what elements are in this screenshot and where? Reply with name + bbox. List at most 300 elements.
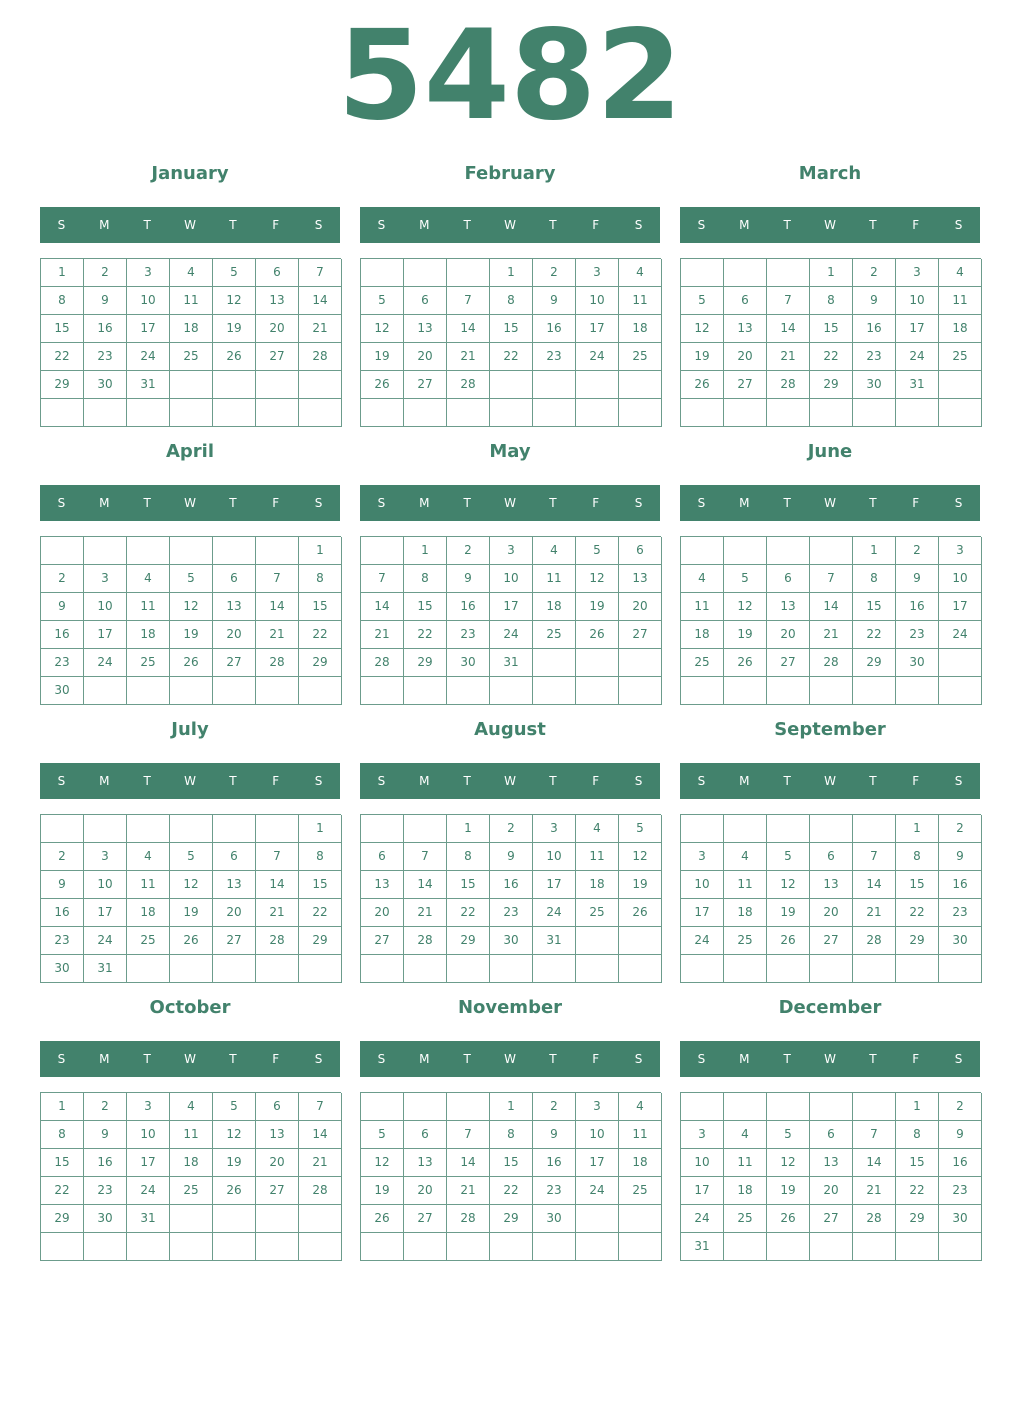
day-cell: 15: [299, 593, 342, 621]
empty-day-cell: [127, 955, 170, 983]
day-cell: 22: [896, 1177, 939, 1205]
empty-day-cell: [84, 399, 127, 427]
day-cell: 31: [490, 649, 533, 677]
day-cell: 2: [533, 259, 576, 287]
day-cell: 11: [576, 843, 619, 871]
day-cell: 21: [767, 343, 810, 371]
empty-day-cell: [724, 259, 767, 287]
empty-day-cell: [170, 371, 213, 399]
weekday-label: M: [419, 774, 430, 788]
day-cell: 5: [361, 287, 404, 315]
empty-day-cell: [767, 537, 810, 565]
day-cell: 16: [84, 1149, 127, 1177]
day-cell: 3: [490, 537, 533, 565]
empty-day-cell: [576, 927, 619, 955]
empty-day-cell: [939, 677, 982, 705]
weekday-label: F: [272, 218, 280, 232]
day-cell: 12: [576, 565, 619, 593]
day-cell: 4: [127, 565, 170, 593]
empty-day-cell: [939, 371, 982, 399]
day-cell: 15: [490, 315, 533, 343]
day-cell: 14: [447, 1149, 490, 1177]
empty-day-cell: [767, 815, 810, 843]
empty-day-cell: [299, 677, 342, 705]
empty-day-cell: [724, 537, 767, 565]
day-cell: 13: [724, 315, 767, 343]
day-cell: 25: [170, 343, 213, 371]
weekday-label: T: [549, 1052, 557, 1066]
day-cell: 7: [447, 1121, 490, 1149]
day-cell: 20: [213, 621, 256, 649]
weekday-header: [360, 763, 660, 799]
day-cell: 21: [299, 1149, 342, 1177]
day-cell: 11: [619, 287, 662, 315]
day-cell: 6: [767, 565, 810, 593]
day-cell: 9: [41, 593, 84, 621]
empty-day-cell: [170, 537, 213, 565]
day-cell: 29: [810, 371, 853, 399]
day-cell: 21: [810, 621, 853, 649]
empty-day-cell: [299, 399, 342, 427]
empty-day-cell: [256, 399, 299, 427]
day-cell: 27: [404, 371, 447, 399]
weekday-label: S: [314, 774, 323, 788]
day-cell: 26: [213, 343, 256, 371]
weekday-label: F: [592, 1052, 600, 1066]
day-cell: 11: [724, 1149, 767, 1177]
empty-day-cell: [681, 815, 724, 843]
empty-day-cell: [576, 649, 619, 677]
empty-day-cell: [127, 677, 170, 705]
day-cell: 18: [619, 315, 662, 343]
day-cell: 24: [896, 343, 939, 371]
day-cell: 12: [213, 1121, 256, 1149]
empty-day-cell: [681, 259, 724, 287]
weekday-label: S: [634, 1052, 643, 1066]
empty-day-cell: [41, 1233, 84, 1261]
day-cell: 16: [939, 871, 982, 899]
day-cell: 10: [896, 287, 939, 315]
day-cell: 28: [404, 927, 447, 955]
month-name: January: [151, 163, 229, 184]
day-cell: 14: [299, 1121, 342, 1149]
day-cell: 21: [447, 343, 490, 371]
day-cell: 17: [681, 899, 724, 927]
day-cell: 24: [84, 649, 127, 677]
weekday-label: S: [314, 1052, 323, 1066]
day-cell: 30: [84, 371, 127, 399]
day-grid: [360, 536, 661, 705]
day-cell: 26: [170, 927, 213, 955]
day-cell: 1: [41, 259, 84, 287]
empty-day-cell: [853, 677, 896, 705]
weekday-label: M: [99, 774, 110, 788]
day-cell: 12: [361, 1149, 404, 1177]
day-cell: 14: [767, 315, 810, 343]
day-cell: 1: [490, 259, 533, 287]
weekday-label: M: [739, 1052, 750, 1066]
day-cell: 15: [41, 315, 84, 343]
day-cell: 8: [490, 1121, 533, 1149]
day-cell: 14: [256, 593, 299, 621]
day-grid: [680, 814, 981, 983]
day-cell: 6: [404, 1121, 447, 1149]
day-cell: 31: [681, 1233, 724, 1261]
day-cell: 20: [256, 1149, 299, 1177]
day-cell: 27: [361, 927, 404, 955]
day-cell: 12: [767, 1149, 810, 1177]
weekday-label: T: [463, 218, 471, 232]
weekday-header: [680, 763, 980, 799]
day-cell: 29: [299, 927, 342, 955]
day-cell: 24: [681, 1205, 724, 1233]
day-cell: 26: [619, 899, 662, 927]
day-cell: 10: [490, 565, 533, 593]
day-cell: 13: [213, 593, 256, 621]
day-cell: 14: [810, 593, 853, 621]
day-cell: 6: [810, 1121, 853, 1149]
empty-day-cell: [447, 259, 490, 287]
empty-day-cell: [533, 399, 576, 427]
empty-day-cell: [404, 1093, 447, 1121]
day-cell: 17: [84, 899, 127, 927]
day-cell: 15: [896, 1149, 939, 1177]
day-cell: 13: [256, 1121, 299, 1149]
empty-day-cell: [170, 1233, 213, 1261]
day-cell: 24: [127, 343, 170, 371]
day-cell: 14: [853, 871, 896, 899]
weekday-label: F: [272, 774, 280, 788]
month-name: September: [774, 719, 886, 740]
day-cell: 27: [724, 371, 767, 399]
weekday-label: T: [143, 496, 151, 510]
month-name: June: [807, 441, 853, 462]
empty-day-cell: [404, 955, 447, 983]
empty-day-cell: [256, 537, 299, 565]
empty-day-cell: [576, 1233, 619, 1261]
weekday-label: W: [504, 496, 516, 510]
empty-day-cell: [681, 677, 724, 705]
day-cell: 22: [41, 1177, 84, 1205]
empty-day-cell: [299, 955, 342, 983]
day-cell: 1: [447, 815, 490, 843]
day-cell: 4: [724, 843, 767, 871]
day-cell: 10: [681, 1149, 724, 1177]
day-cell: 23: [84, 343, 127, 371]
weekday-label: M: [739, 496, 750, 510]
weekday-label: S: [697, 774, 706, 788]
day-cell: 29: [447, 927, 490, 955]
day-cell: 24: [939, 621, 982, 649]
day-cell: 4: [170, 259, 213, 287]
weekday-label: S: [57, 1052, 66, 1066]
day-cell: 29: [41, 1205, 84, 1233]
weekday-label: S: [954, 774, 963, 788]
day-cell: 1: [404, 537, 447, 565]
empty-day-cell: [853, 1233, 896, 1261]
day-cell: 20: [724, 343, 767, 371]
empty-day-cell: [213, 371, 256, 399]
weekday-label: S: [57, 218, 66, 232]
day-cell: 23: [84, 1177, 127, 1205]
empty-day-cell: [84, 815, 127, 843]
empty-day-cell: [724, 677, 767, 705]
weekday-label: F: [592, 496, 600, 510]
day-cell: 10: [84, 871, 127, 899]
empty-day-cell: [767, 399, 810, 427]
weekday-label: T: [143, 218, 151, 232]
empty-day-cell: [490, 677, 533, 705]
day-cell: 22: [490, 343, 533, 371]
empty-day-cell: [619, 677, 662, 705]
empty-day-cell: [576, 399, 619, 427]
weekday-label: M: [419, 218, 430, 232]
day-cell: 25: [724, 927, 767, 955]
day-cell: 4: [533, 537, 576, 565]
day-cell: 5: [576, 537, 619, 565]
empty-day-cell: [84, 1233, 127, 1261]
day-cell: 6: [619, 537, 662, 565]
day-cell: 12: [213, 287, 256, 315]
weekday-label: T: [463, 1052, 471, 1066]
day-cell: 7: [447, 287, 490, 315]
day-cell: 15: [810, 315, 853, 343]
weekday-label: S: [314, 218, 323, 232]
weekday-label: S: [634, 774, 643, 788]
day-cell: 3: [84, 565, 127, 593]
weekday-label: S: [57, 774, 66, 788]
day-cell: 3: [127, 1093, 170, 1121]
day-cell: 2: [853, 259, 896, 287]
weekday-label: T: [783, 218, 791, 232]
day-cell: 22: [299, 899, 342, 927]
day-cell: 10: [533, 843, 576, 871]
day-cell: 12: [361, 315, 404, 343]
day-cell: 22: [810, 343, 853, 371]
weekday-label: M: [419, 496, 430, 510]
day-cell: 26: [767, 1205, 810, 1233]
day-cell: 11: [127, 871, 170, 899]
day-cell: 12: [170, 593, 213, 621]
weekday-label: T: [783, 774, 791, 788]
weekday-label: M: [739, 774, 750, 788]
empty-day-cell: [853, 1093, 896, 1121]
day-cell: 14: [256, 871, 299, 899]
day-cell: 16: [939, 1149, 982, 1177]
day-grid: [40, 814, 341, 983]
day-cell: 10: [939, 565, 982, 593]
day-cell: 22: [490, 1177, 533, 1205]
year-title: 5482: [337, 4, 683, 148]
day-cell: 23: [447, 621, 490, 649]
day-grid: [360, 1092, 661, 1261]
empty-day-cell: [576, 371, 619, 399]
day-cell: 28: [299, 1177, 342, 1205]
day-cell: 3: [576, 1093, 619, 1121]
day-cell: 16: [533, 1149, 576, 1177]
weekday-label: S: [377, 1052, 386, 1066]
day-cell: 8: [447, 843, 490, 871]
day-cell: 23: [41, 649, 84, 677]
empty-day-cell: [361, 815, 404, 843]
day-cell: 15: [447, 871, 490, 899]
day-cell: 8: [896, 843, 939, 871]
day-cell: 17: [681, 1177, 724, 1205]
empty-day-cell: [533, 649, 576, 677]
day-cell: 17: [490, 593, 533, 621]
weekday-label: F: [912, 774, 920, 788]
weekday-label: S: [377, 218, 386, 232]
empty-day-cell: [404, 815, 447, 843]
empty-day-cell: [767, 1093, 810, 1121]
day-cell: 25: [576, 899, 619, 927]
empty-day-cell: [939, 1233, 982, 1261]
weekday-label: M: [99, 1052, 110, 1066]
day-cell: 9: [939, 1121, 982, 1149]
weekday-header: [360, 485, 660, 521]
day-cell: 23: [490, 899, 533, 927]
empty-day-cell: [361, 259, 404, 287]
day-cell: 1: [299, 815, 342, 843]
empty-day-cell: [853, 399, 896, 427]
weekday-label: T: [463, 774, 471, 788]
weekday-label: S: [954, 1052, 963, 1066]
day-cell: 26: [724, 649, 767, 677]
month-name: July: [171, 719, 209, 740]
day-cell: 16: [896, 593, 939, 621]
day-cell: 16: [447, 593, 490, 621]
day-cell: 2: [533, 1093, 576, 1121]
weekday-label: T: [869, 1052, 877, 1066]
day-cell: 26: [361, 371, 404, 399]
day-cell: 19: [767, 1177, 810, 1205]
month-name: March: [798, 163, 862, 184]
weekday-label: M: [99, 496, 110, 510]
empty-day-cell: [299, 371, 342, 399]
day-cell: 26: [170, 649, 213, 677]
day-cell: 29: [404, 649, 447, 677]
day-cell: 31: [127, 371, 170, 399]
day-cell: 20: [361, 899, 404, 927]
day-cell: 4: [127, 843, 170, 871]
day-cell: 18: [533, 593, 576, 621]
weekday-header: [40, 1041, 340, 1077]
day-cell: 29: [41, 371, 84, 399]
empty-day-cell: [810, 1233, 853, 1261]
day-cell: 28: [447, 371, 490, 399]
day-cell: 23: [533, 1177, 576, 1205]
day-cell: 23: [939, 1177, 982, 1205]
empty-day-cell: [361, 1233, 404, 1261]
day-cell: 3: [896, 259, 939, 287]
day-cell: 16: [84, 315, 127, 343]
empty-day-cell: [170, 399, 213, 427]
day-cell: 28: [361, 649, 404, 677]
empty-day-cell: [213, 955, 256, 983]
empty-day-cell: [170, 677, 213, 705]
day-cell: 28: [447, 1205, 490, 1233]
day-cell: 9: [41, 871, 84, 899]
weekday-label: T: [143, 774, 151, 788]
day-cell: 20: [619, 593, 662, 621]
empty-day-cell: [256, 371, 299, 399]
month-name: February: [464, 163, 556, 184]
weekday-header: [360, 1041, 660, 1077]
weekday-label: S: [697, 1052, 706, 1066]
empty-day-cell: [810, 815, 853, 843]
empty-day-cell: [619, 649, 662, 677]
weekday-label: F: [272, 1052, 280, 1066]
weekday-label: F: [592, 218, 600, 232]
weekday-label: F: [912, 496, 920, 510]
day-cell: 10: [84, 593, 127, 621]
day-cell: 9: [84, 1121, 127, 1149]
day-cell: 25: [127, 649, 170, 677]
day-cell: 19: [361, 1177, 404, 1205]
day-cell: 6: [213, 843, 256, 871]
day-cell: 7: [299, 259, 342, 287]
day-cell: 19: [170, 621, 213, 649]
weekday-header: [680, 485, 980, 521]
day-cell: 28: [256, 649, 299, 677]
day-cell: 13: [361, 871, 404, 899]
day-cell: 28: [299, 343, 342, 371]
empty-day-cell: [576, 677, 619, 705]
day-cell: 28: [256, 927, 299, 955]
day-cell: 17: [939, 593, 982, 621]
empty-day-cell: [681, 537, 724, 565]
day-cell: 2: [84, 1093, 127, 1121]
day-cell: 2: [84, 259, 127, 287]
empty-day-cell: [810, 1093, 853, 1121]
day-cell: 12: [619, 843, 662, 871]
day-cell: 6: [361, 843, 404, 871]
empty-day-cell: [447, 399, 490, 427]
day-cell: 14: [299, 287, 342, 315]
empty-day-cell: [361, 955, 404, 983]
day-cell: 8: [299, 843, 342, 871]
day-cell: 11: [939, 287, 982, 315]
day-cell: 15: [853, 593, 896, 621]
empty-day-cell: [170, 1205, 213, 1233]
weekday-label: W: [184, 218, 196, 232]
day-cell: 3: [127, 259, 170, 287]
empty-day-cell: [853, 955, 896, 983]
empty-day-cell: [213, 537, 256, 565]
day-cell: 3: [533, 815, 576, 843]
empty-day-cell: [533, 955, 576, 983]
day-cell: 2: [41, 843, 84, 871]
day-cell: 3: [681, 843, 724, 871]
day-cell: 28: [853, 1205, 896, 1233]
day-cell: 9: [896, 565, 939, 593]
weekday-label: T: [549, 774, 557, 788]
day-cell: 11: [127, 593, 170, 621]
day-cell: 27: [619, 621, 662, 649]
day-cell: 19: [724, 621, 767, 649]
weekday-label: W: [504, 218, 516, 232]
day-cell: 21: [361, 621, 404, 649]
day-cell: 15: [299, 871, 342, 899]
empty-day-cell: [681, 955, 724, 983]
weekday-label: W: [184, 496, 196, 510]
day-cell: 11: [619, 1121, 662, 1149]
day-cell: 15: [490, 1149, 533, 1177]
empty-day-cell: [619, 955, 662, 983]
weekday-label: M: [419, 1052, 430, 1066]
weekday-label: S: [314, 496, 323, 510]
weekday-header: [680, 1041, 980, 1077]
